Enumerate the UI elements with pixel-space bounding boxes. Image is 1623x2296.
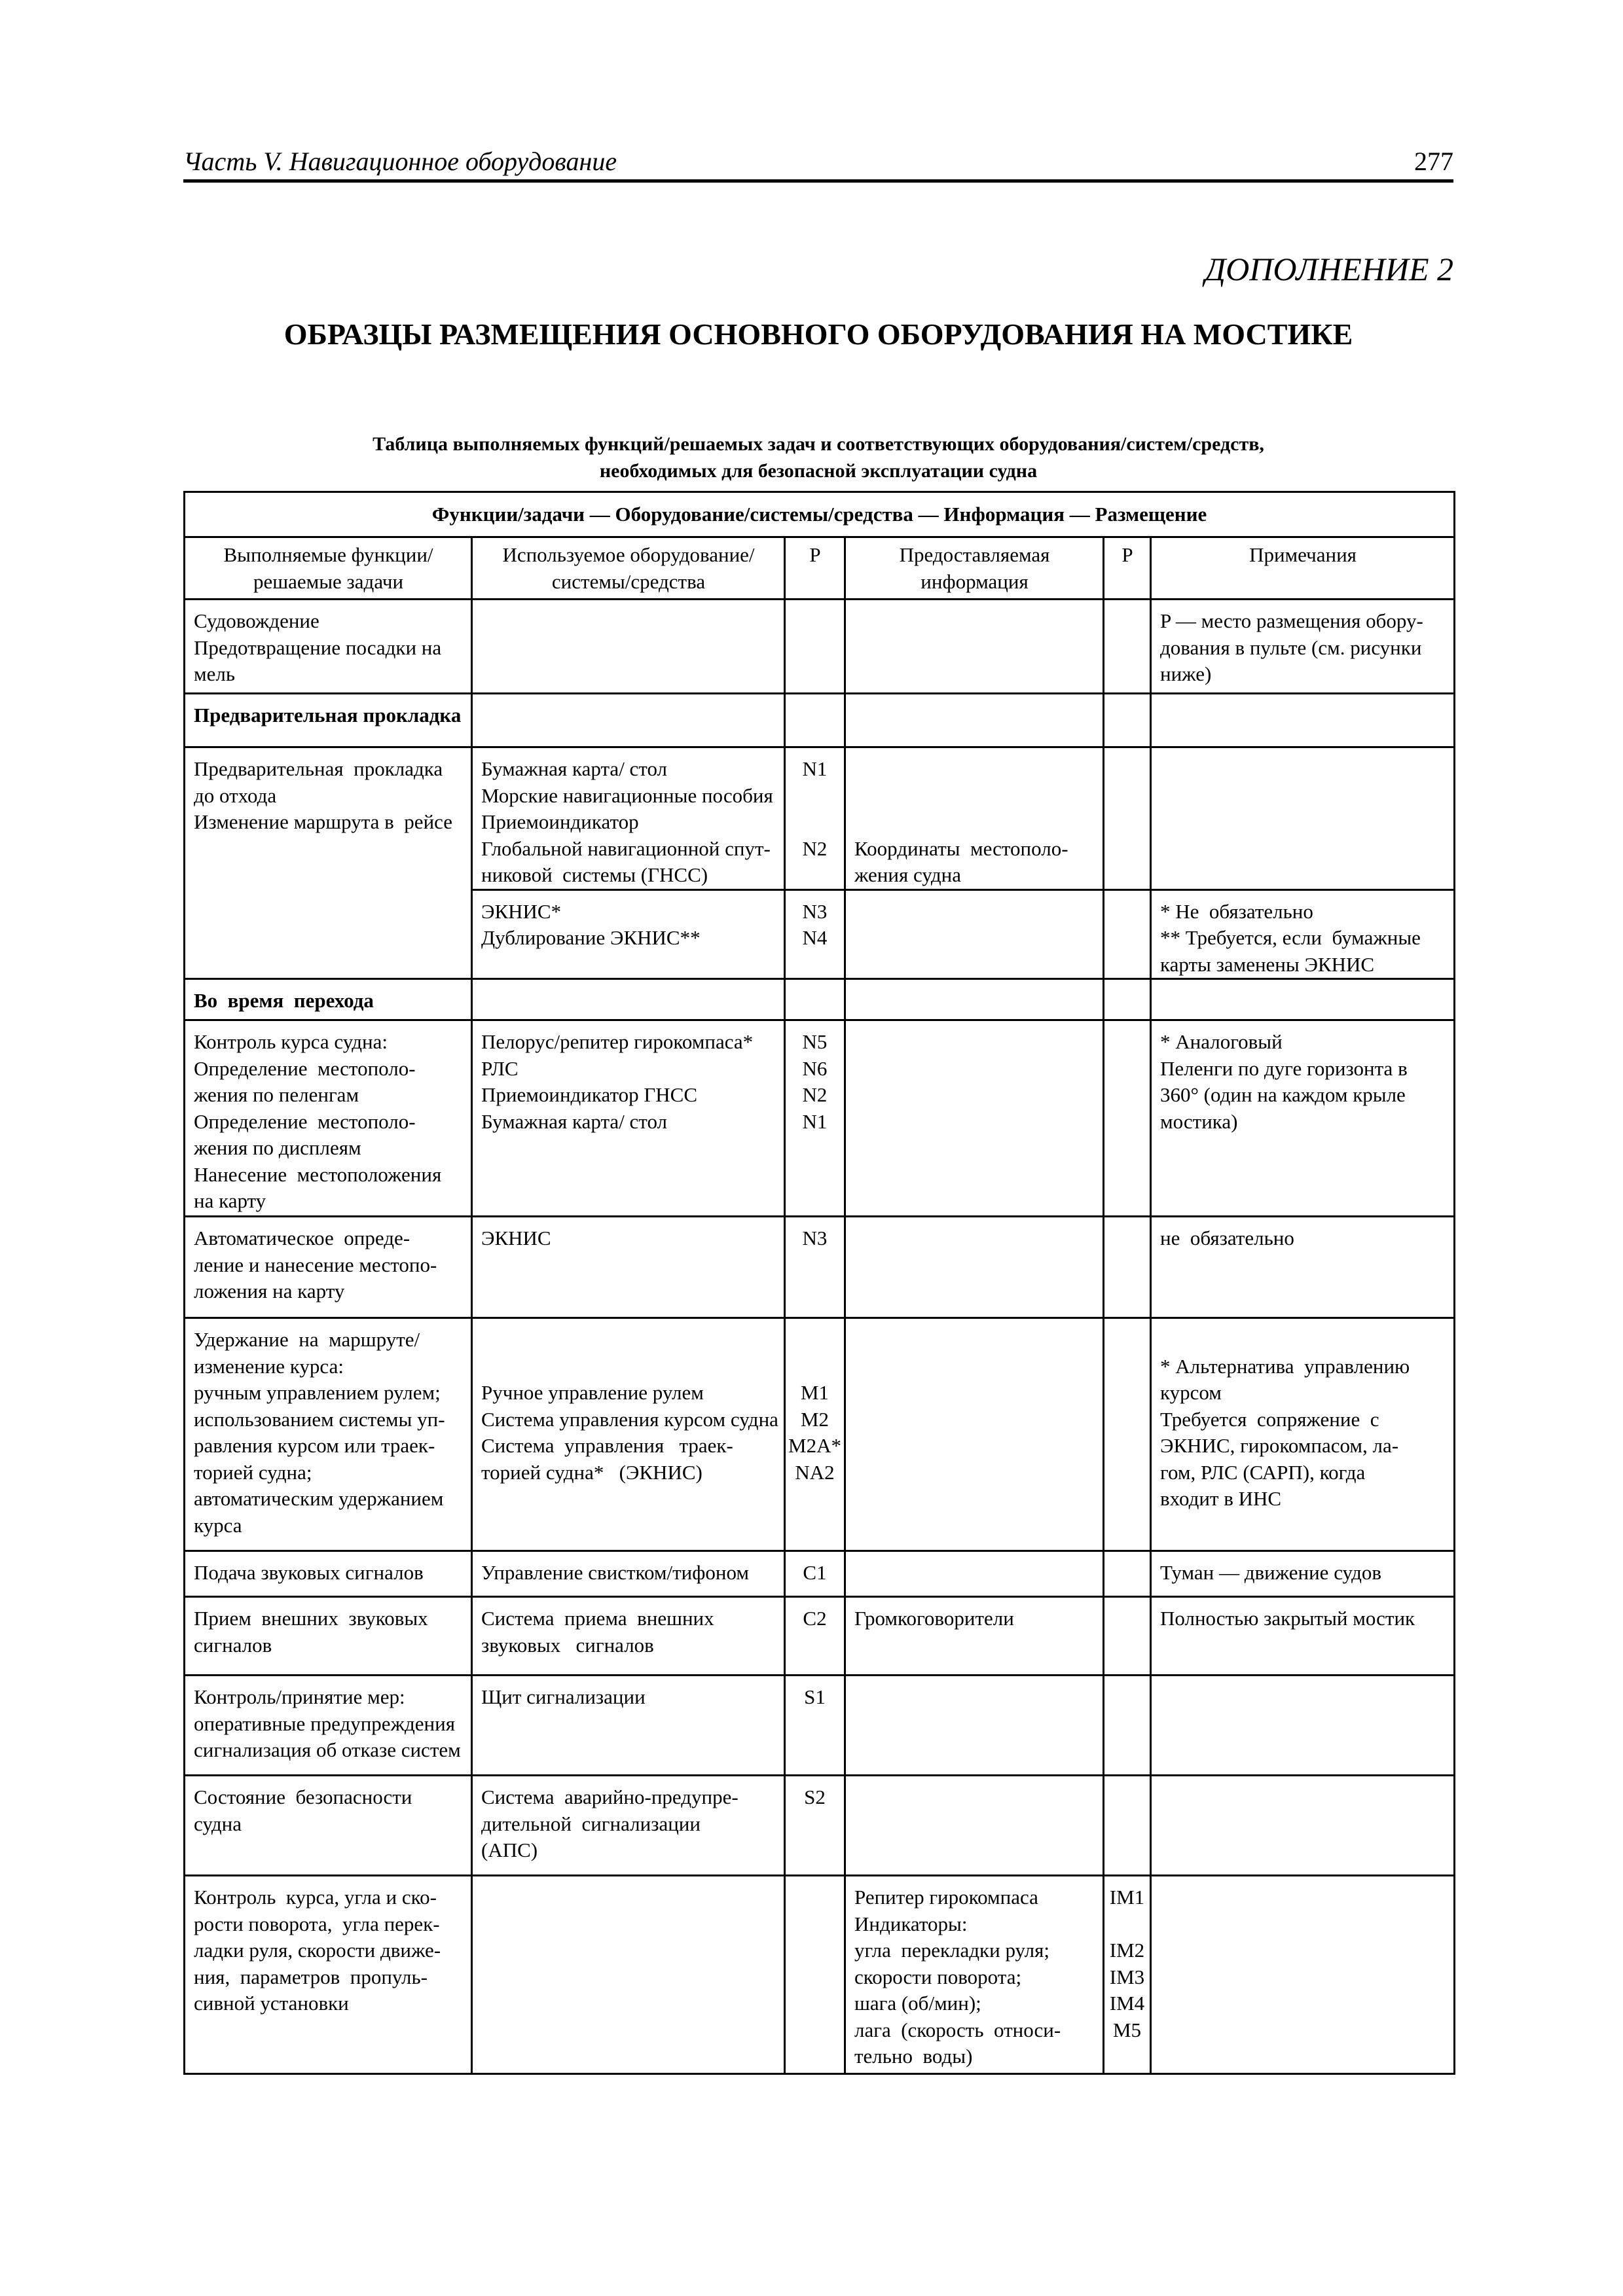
cell-notes: Туман — движение судов (1151, 1551, 1455, 1597)
cell-position-info (1104, 1318, 1151, 1551)
cell-information (845, 1776, 1104, 1876)
cell-equipment: Пелорус/репитер гирокомпаса* РЛС Приемоиндикатор ГНСС Бумажная карта/ стол (472, 1020, 785, 1217)
cell-function: Состояние безопасности судна (185, 1776, 472, 1876)
cell-position: N3 (785, 1217, 845, 1318)
column-header-notes: Примечания (1151, 537, 1455, 600)
cell-position-info (1104, 1676, 1151, 1776)
cell-equipment: ЭКНИС (472, 1217, 785, 1318)
cell-information: Координаты местополо- жения судна (845, 747, 1104, 890)
cell-position (785, 1876, 845, 2074)
cell-information: Репитер гирокомпаса Индикаторы: угла перекладки руля; скорости поворота; шага (об/мин); лага (скорость относи- тельно воды) (845, 1876, 1104, 2074)
cell-equipment: Ручное управление рулем Система управления курсом судна Система управления траек- торией судна* (ЭКНИС) (472, 1318, 785, 1551)
cell-equipment (472, 600, 785, 694)
cell-equipment: ЭКНИС* Дублирование ЭКНИС** (472, 889, 785, 979)
running-header-title: Часть V. Навигационное оборудование (183, 147, 617, 176)
cell-information: Громкоговорители (845, 1597, 1104, 1676)
column-header-row (185, 537, 1455, 600)
table-row (185, 1597, 1455, 1676)
cell-notes: не обязательно (1151, 1217, 1455, 1318)
cell-function: Подача звуковых сигналов (185, 1551, 472, 1597)
cell-notes: * Альтернатива управлению курсом Требуется сопряжение с ЭКНИС, гирокомпасом, ла- гом, РЛС (САРП), когда входит в ИНС (1151, 1318, 1455, 1551)
column-header-position-info: P (1104, 537, 1151, 600)
cell-position: N1 N2 (785, 747, 845, 890)
column-header-equipment: Используемое оборудование/ системы/средства (472, 537, 785, 600)
section-row (185, 694, 1455, 747)
column-header-information: Предоставляемая информация (845, 537, 1104, 600)
cell-position-info (1104, 694, 1151, 747)
cell-position-info (1104, 889, 1151, 979)
cell-position: S1 (785, 1676, 845, 1776)
cell-information (845, 1551, 1104, 1597)
page-number: 277 (1414, 147, 1453, 176)
page-title: ОБРАЗЦЫ РАЗМЕЩЕНИЯ ОСНОВНОГО ОБОРУДОВАНИЯ НА МОСТИКЕ (283, 317, 1353, 351)
cell-position: N5 N6 N2 N1 (785, 1020, 845, 1217)
cell-function: Контроль/принятие мер: оперативные предупреждения сигнализация об отказе систем (185, 1676, 472, 1776)
equipment-table (183, 491, 1455, 2075)
cell-position: C2 (785, 1597, 845, 1676)
running-header (183, 143, 1453, 183)
cell-notes (1151, 694, 1455, 747)
cell-notes: * Не обязательно ** Требуется, если бумажные карты заменены ЭКНИС (1151, 889, 1455, 979)
cell-function: Контроль курса, угла и ско- рости поворота, угла перек- ладки руля, скорости движе- ния, параметров пропуль- сивной установки (185, 1876, 472, 2074)
cell-position-info (1104, 600, 1151, 694)
table-row (185, 600, 1455, 694)
cell-equipment: Система приема внешних звуковых сигналов (472, 1597, 785, 1676)
cell-position-info (1104, 1217, 1151, 1318)
cell-information (845, 694, 1104, 747)
cell-position: S2 (785, 1776, 845, 1876)
cell-equipment (472, 979, 785, 1020)
cell-equipment: Система аварийно-предупре- дительной сигнализации (АПС) (472, 1776, 785, 1876)
cell-notes (1151, 1676, 1455, 1776)
cell-notes: Полностью закрытый мостик (1151, 1597, 1455, 1676)
cell-function: Автоматическое опреде- ление и нанесение местопо- ложения на карту (185, 1217, 472, 1318)
cell-position-info (1104, 747, 1151, 890)
cell-function: Удержание на маршруте/ изменение курса: ручным управлением рулем; использованием системы уп- равления курсом или траек- торией судна; автоматическим удержанием курса (185, 1318, 472, 1551)
cell-function: Предварительная прокладка (185, 694, 472, 747)
table-row (185, 1776, 1455, 1876)
cell-information (845, 600, 1104, 694)
table-group-header: Функции/задачи — Оборудование/системы/средства — Информация — Размещение (185, 492, 1455, 537)
table-row (185, 747, 1455, 890)
cell-information (845, 1217, 1104, 1318)
cell-notes: P — место размещения обору- дования в пульте (см. рисунки ниже) (1151, 600, 1455, 694)
cell-function: Предварительная прокладка до отхода Изменение маршрута в рейсе (185, 747, 472, 979)
cell-position-info: IM1 IM2 IM3 IM4 M5 (1104, 1876, 1151, 2074)
cell-position (785, 694, 845, 747)
table-row (185, 1676, 1455, 1776)
cell-notes (1151, 747, 1455, 890)
cell-equipment (472, 1876, 785, 2074)
cell-equipment: Щит сигнализации (472, 1676, 785, 1776)
cell-position-info (1104, 1551, 1151, 1597)
cell-function: Контроль курса судна: Определение местополо- жения по пеленгам Определение местополо- жения по дисплеям Нанесение местоположения на карту (185, 1020, 472, 1217)
cell-position: N3 N4 (785, 889, 845, 979)
cell-function: Судовождение Предотвращение посадки на мель (185, 600, 472, 694)
cell-function: Во время перехода (185, 979, 472, 1020)
cell-position: C1 (785, 1551, 845, 1597)
cell-position-info (1104, 1776, 1151, 1876)
cell-information (845, 889, 1104, 979)
table-header-row (185, 492, 1455, 537)
table-caption: Таблица выполняемых функций/решаемых задач и соответствующих оборудования/систем/средств, необходимых для безопасной эксплуатации судна (373, 433, 1264, 482)
column-header-function: Выполняемые функции/ решаемые задачи (185, 537, 472, 600)
table-row (185, 1217, 1455, 1318)
supplement-label: ДОПОЛНЕНИЕ 2 (1205, 251, 1453, 287)
cell-equipment: Управление свистком/тифоном (472, 1551, 785, 1597)
table-row (185, 1318, 1455, 1551)
table-row (185, 1876, 1455, 2074)
cell-function: Прием внешних звуковых сигналов (185, 1597, 472, 1676)
cell-information (845, 1020, 1104, 1217)
column-header-position: P (785, 537, 845, 600)
cell-position-info (1104, 979, 1151, 1020)
cell-position (785, 600, 845, 694)
section-row (185, 979, 1455, 1020)
cell-notes (1151, 1776, 1455, 1876)
cell-position (785, 979, 845, 1020)
cell-position-info (1104, 1597, 1151, 1676)
cell-position: M1 M2 M2A* NA2 (785, 1318, 845, 1551)
cell-position-info (1104, 1020, 1151, 1217)
table-row (185, 1020, 1455, 1217)
cell-notes: * Аналоговый Пеленги по дуге горизонта в 360° (один на каждом крыле мостика) (1151, 1020, 1455, 1217)
table-row (185, 1551, 1455, 1597)
cell-information (845, 979, 1104, 1020)
cell-information (845, 1318, 1104, 1551)
cell-notes (1151, 1876, 1455, 2074)
cell-notes (1151, 979, 1455, 1020)
cell-information (845, 1676, 1104, 1776)
cell-equipment (472, 694, 785, 747)
cell-equipment: Бумажная карта/ стол Морские навигационные пособия Приемоиндикатор Глобальной навигационной спут- никовой системы (ГНСС) (472, 747, 785, 890)
